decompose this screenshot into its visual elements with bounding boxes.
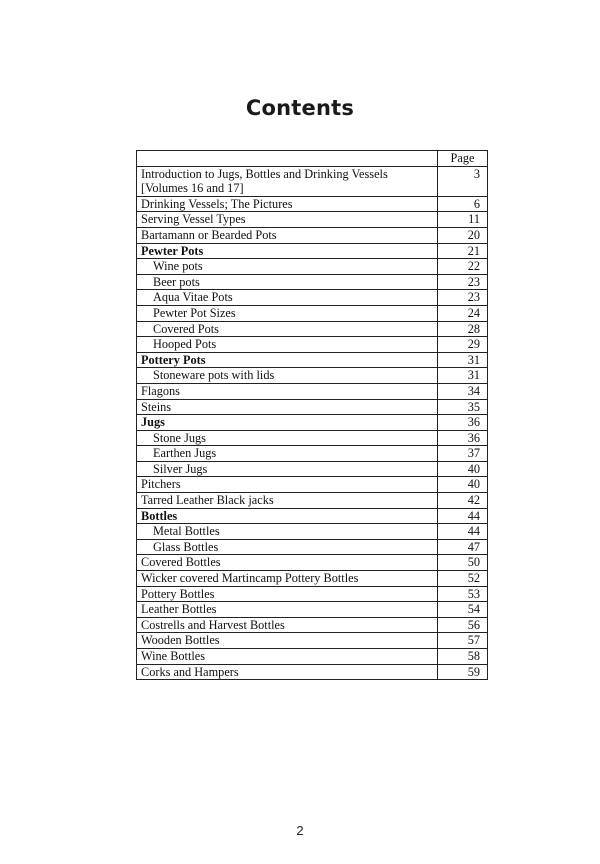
entry-page: 42 [438,493,488,509]
entry-page: 53 [438,586,488,602]
table-row [137,493,488,509]
table-row [137,633,488,649]
entry-page: 36 [438,430,488,446]
table-row [137,508,488,524]
entry-page: 21 [438,243,488,259]
entry-page: 36 [438,415,488,431]
entry-page: 40 [438,477,488,493]
entry-title: Drinking Vessels; The Pictures [137,196,438,212]
subentry-title: Pewter Pot Sizes [137,305,438,321]
entry-page: 44 [438,508,488,524]
entry-page: 23 [438,274,488,290]
table-row [137,352,488,368]
entry-page: 35 [438,399,488,415]
entry-page: 34 [438,383,488,399]
table-row [137,321,488,337]
table-row [137,166,488,196]
entry-page: 29 [438,337,488,353]
entry-title: Introduction to Jugs, Bottles and Drinking Vessels [Volumes 16 and 17] [137,166,438,196]
entry-page: 31 [438,352,488,368]
entry-title: Covered Bottles [137,555,438,571]
entry-page: 22 [438,259,488,275]
table-row [137,461,488,477]
table-row [137,415,488,431]
table-row [137,259,488,275]
table-row [137,539,488,555]
subentry-title: Silver Jugs [137,461,438,477]
entry-page: 50 [438,555,488,571]
entry-title: Pottery Bottles [137,586,438,602]
entry-page: 37 [438,446,488,462]
subentry-title: Metal Bottles [137,524,438,540]
header-page-cell: Page [438,151,488,167]
entry-page: 54 [438,602,488,618]
header-entry-cell [137,151,438,167]
entry-page: 57 [438,633,488,649]
entry-title: Steins [137,399,438,415]
section-title: Jugs [137,415,438,431]
entry-page: 6 [438,196,488,212]
table-row [137,243,488,259]
entry-page: 44 [438,524,488,540]
subentry-title: Earthen Jugs [137,446,438,462]
table-row [137,430,488,446]
table-row [137,555,488,571]
entry-title: Flagons [137,383,438,399]
entry-page: 52 [438,571,488,587]
entry-title: Wicker covered Martincamp Pottery Bottles [137,571,438,587]
entry-page: 23 [438,290,488,306]
table-row [137,196,488,212]
entry-page: 31 [438,368,488,384]
table-row [137,274,488,290]
entry-page: 3 [438,166,488,196]
entry-title: Tarred Leather Black jacks [137,493,438,509]
page-title: Contents [245,96,355,120]
subentry-title: Stone Jugs [137,430,438,446]
table-row [137,305,488,321]
entry-page: 11 [438,212,488,228]
subentry-title: Hooped Pots [137,337,438,353]
table-row [137,212,488,228]
subentry-title: Glass Bottles [137,539,438,555]
table-row [137,399,488,415]
subentry-title: Covered Pots [137,321,438,337]
subentry-title: Beer pots [137,274,438,290]
subentry-title: Stoneware pots with lids [137,368,438,384]
entry-page: 56 [438,617,488,633]
entry-page: 59 [438,664,488,680]
page-number: 2 [296,823,304,838]
entry-page: 28 [438,321,488,337]
table-row [137,368,488,384]
subentry-title: Wine pots [137,259,438,275]
entry-page: 47 [438,539,488,555]
table-row [137,337,488,353]
table-row [137,524,488,540]
entry-title: Leather Bottles [137,602,438,618]
entry-title: Pitchers [137,477,438,493]
table-row [137,602,488,618]
entry-page: 20 [438,227,488,243]
entry-title: Wooden Bottles [137,633,438,649]
section-title: Pewter Pots [137,243,438,259]
table-header-row [137,151,488,167]
table-row [137,446,488,462]
entry-title: Costrells and Harvest Bottles [137,617,438,633]
section-title: Bottles [137,508,438,524]
table-row [137,227,488,243]
table-row [137,571,488,587]
table-row [137,383,488,399]
table-row [137,664,488,680]
table-row [137,617,488,633]
contents-table [136,150,488,680]
entry-page: 40 [438,461,488,477]
table-row [137,649,488,665]
section-title: Pottery Pots [137,352,438,368]
entry-title: Wine Bottles [137,649,438,665]
entry-page: 58 [438,649,488,665]
table-row [137,290,488,306]
table-row [137,477,488,493]
table-row [137,586,488,602]
entry-title: Bartamann or Bearded Pots [137,227,438,243]
entry-title: Serving Vessel Types [137,212,438,228]
entry-title: Corks and Hampers [137,664,438,680]
entry-page: 24 [438,305,488,321]
subentry-title: Aqua Vitae Pots [137,290,438,306]
